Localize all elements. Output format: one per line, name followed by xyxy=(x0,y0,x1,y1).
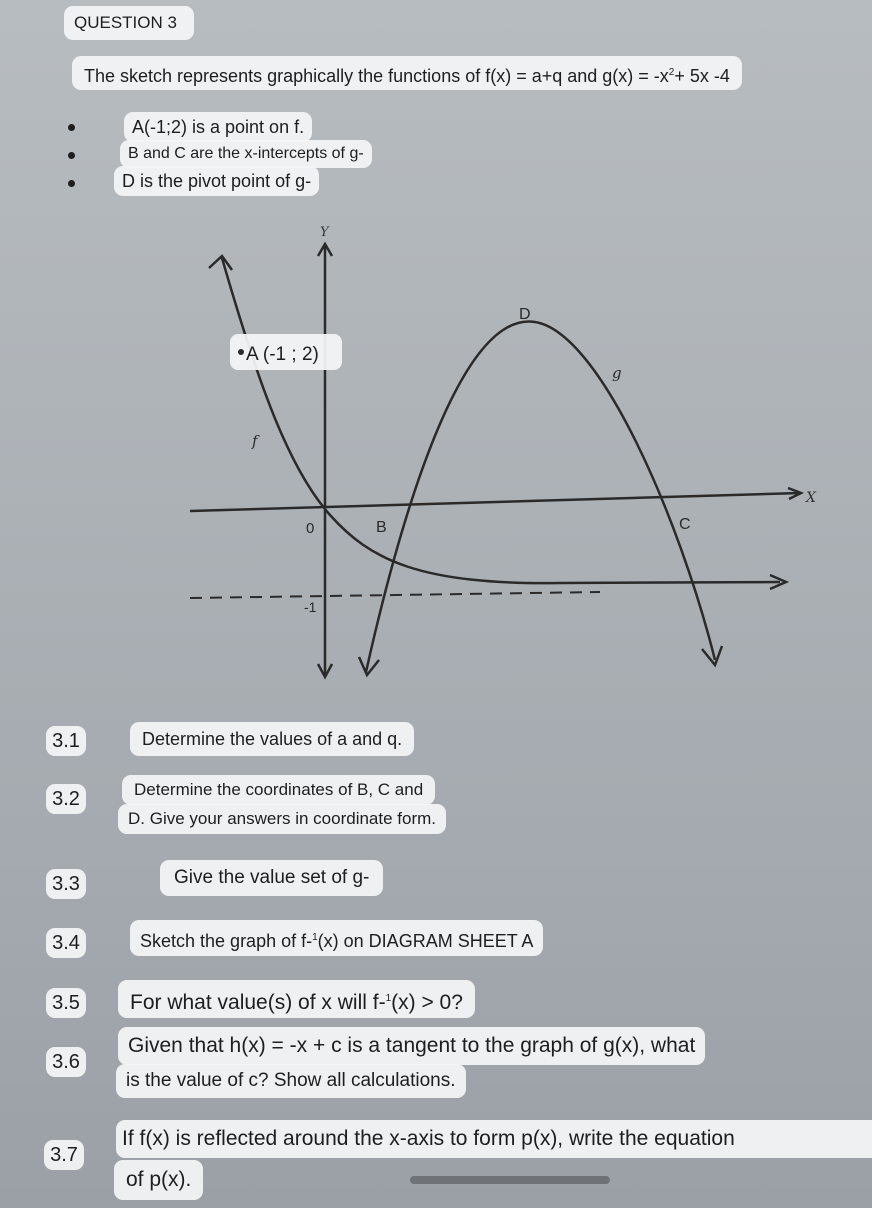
f-label: f xyxy=(252,432,258,450)
question-number-3-2-text: 3.2 xyxy=(52,788,80,810)
point-a-marker xyxy=(238,349,244,355)
point-b-label: B xyxy=(376,519,387,536)
question-3-4-sup: 1 xyxy=(312,932,318,943)
question-3-1-text: Determine the values of a and q. xyxy=(142,729,403,749)
question-3-5-tail: (x) > 0? xyxy=(391,991,463,1014)
asymptote-line xyxy=(190,592,600,598)
asymptote-label: -1 xyxy=(304,599,317,615)
intro-lead: The sketch represents graphically the functions of f(x) = a+q and g(x) = -x xyxy=(84,66,669,86)
question-number-3-3 xyxy=(46,869,86,899)
x-axis-label: X xyxy=(806,490,816,506)
question-number-3-2 xyxy=(46,784,86,814)
bullet-text-3: D is the pivot point of g- xyxy=(122,171,312,191)
question-number-3-5-text: 3.5 xyxy=(52,992,80,1014)
question-number-3-7-text: 3.7 xyxy=(50,1144,78,1166)
question-3-2-line-1-text: Determine the coordinates of B, C and xyxy=(134,780,424,799)
question-3-3 xyxy=(160,860,383,896)
question-3-5 xyxy=(118,980,475,1018)
question-number-3-6-text: 3.6 xyxy=(52,1051,80,1073)
question-3-2-line-2 xyxy=(118,804,446,834)
question-header-text: QUESTION 3 xyxy=(74,13,177,32)
question-3-7-line-2 xyxy=(114,1160,203,1200)
question-3-7-line-1 xyxy=(116,1120,872,1158)
question-3-3-text: Give the value set of g- xyxy=(174,867,370,888)
question-3-6-line-2-text: is the value of c? Show all calculations. xyxy=(126,1070,456,1091)
g-label: g xyxy=(612,364,622,382)
question-3-5-lead: For what value(s) of x will f- xyxy=(130,991,386,1014)
point-a-label: A (-1 ; 2) xyxy=(246,344,319,365)
question-3-7-line-1-text: If f(x) is reflected around the x-axis to form p(x), write the equation xyxy=(122,1127,735,1150)
question-number-3-6 xyxy=(46,1047,86,1077)
intro-sup: 2 xyxy=(668,67,675,78)
home-gesture-handle[interactable] xyxy=(410,1176,610,1184)
question-3-5-sup: 1 xyxy=(385,993,392,1004)
bullet-text-1: A(-1;2) is a point on f. xyxy=(132,117,305,137)
f-arrow-start xyxy=(209,256,232,270)
question-3-2-line-2-text: D. Give your answers in coordinate form. xyxy=(128,809,437,828)
question-number-3-4 xyxy=(46,928,86,958)
question-number-3-1 xyxy=(46,726,86,756)
question-3-1 xyxy=(130,722,414,756)
question-number-3-5 xyxy=(46,988,86,1018)
bullet-text-2: B and C are the x-intercepts of g- xyxy=(128,145,364,162)
y-axis-label: Y xyxy=(320,225,329,240)
question-number-3-7 xyxy=(44,1140,84,1170)
question-3-4-lead: Sketch the graph of f- xyxy=(140,931,313,951)
question-3-6-line-2 xyxy=(116,1064,466,1098)
point-d-label: D xyxy=(519,306,531,323)
x-axis xyxy=(190,493,800,511)
question-3-6-line-1 xyxy=(118,1027,705,1065)
question-number-3-4-text: 3.4 xyxy=(52,932,80,954)
origin-label: 0 xyxy=(306,520,315,537)
question-number-3-1-text: 3.1 xyxy=(52,730,80,752)
intro-tail: + 5x -4 xyxy=(674,66,730,86)
question-3-2-line-1 xyxy=(122,775,435,805)
question-3-4 xyxy=(130,920,543,956)
question-3-4-tail: (x) on DIAGRAM SHEET A xyxy=(317,931,534,951)
question-3-7-line-2-text: of p(x). xyxy=(126,1168,192,1191)
point-c-label: C xyxy=(679,516,691,533)
question-3-6-line-1-text: Given that h(x) = -x + c is a tangent to the graph of g(x), what xyxy=(128,1034,696,1057)
question-number-3-3-text: 3.3 xyxy=(52,873,80,895)
